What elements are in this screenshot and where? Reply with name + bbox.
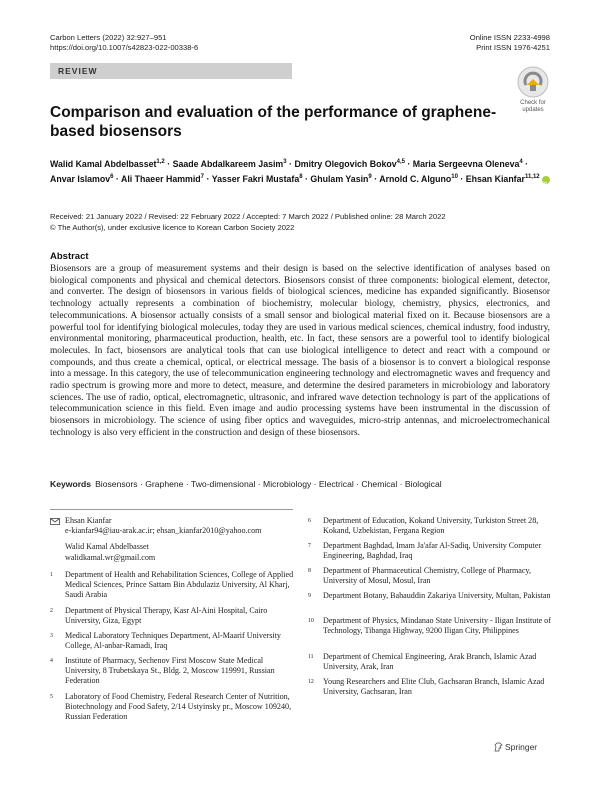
author-name: Dmitry Olegovich Bokov <box>294 158 397 169</box>
corresponding-author-name: Ehsan Kianfar <box>65 516 112 525</box>
footnote-divider <box>50 509 293 510</box>
author-separator: · <box>286 158 295 169</box>
author-list <box>50 156 555 187</box>
author[interactable] <box>310 174 371 184</box>
author[interactable] <box>50 159 165 169</box>
author[interactable] <box>294 159 405 169</box>
author-name: Ehsan Kianfar <box>465 174 525 185</box>
running-header-left <box>50 33 198 53</box>
envelope-icon <box>50 518 60 525</box>
author-affiliation-marker: 9 <box>368 174 372 181</box>
article-title: Comparison and evaluation of the performance of graphene-based biosensors <box>50 104 497 140</box>
publisher-logo-text: Springer <box>505 742 538 752</box>
author-affiliation-marker: 4,5 <box>396 159 405 165</box>
copyright-line: © The Author(s), under exclusive licence to Korean Carbon Society 2022 <box>50 222 295 232</box>
author[interactable] <box>413 159 523 169</box>
author[interactable] <box>379 174 458 184</box>
print-issn: Print ISSN 1976-4251 <box>476 43 550 52</box>
author-name: Ali Thaeer Hammid <box>120 174 201 185</box>
corresponding-author-email[interactable]: e-kianfar94@iau-arak.ac.ir; ehsan_kianfar2010@yahoo.com <box>65 526 262 536</box>
article-type-bar <box>50 63 292 79</box>
author-name: Arnold C. Alguno <box>379 174 452 185</box>
author-affiliation-marker: 10 <box>451 174 458 181</box>
springer-horse-icon <box>494 742 503 752</box>
doi-link[interactable]: https://doi.org/10.1007/s42823-022-00338-6 <box>50 43 199 52</box>
author[interactable] <box>173 159 287 169</box>
author-name: Yasser Fakri Mustafa <box>211 174 300 185</box>
author-name: Anvar Islamov <box>50 174 111 185</box>
author-affiliation-marker: 11,12 <box>524 174 540 181</box>
date-history: Received: 21 January 2022 / Revised: 22 February 2022 / Accepted: 7 March 2022 / Published online: 28 March 2022 <box>50 212 446 221</box>
keywords <box>50 479 555 489</box>
author-affiliation-marker: 7 <box>200 174 205 181</box>
author[interactable] <box>121 174 204 184</box>
online-issn: Online ISSN 2233-4998 <box>469 33 550 42</box>
check-for-updates-label[interactable]: Check for updates <box>520 100 546 113</box>
author-separator: · <box>302 174 311 185</box>
corresponding-author-email[interactable]: walidkamal.wr@gmail.com <box>65 552 156 562</box>
author-affiliation-marker: 6 <box>110 174 114 181</box>
author-separator: · <box>457 174 466 185</box>
author[interactable] <box>466 174 550 184</box>
author-affiliation-marker: 8 <box>299 174 303 181</box>
author[interactable] <box>50 174 113 184</box>
author-affiliation-marker: 3 <box>283 159 287 165</box>
orcid-icon[interactable] <box>542 176 550 184</box>
check-for-updates-icon[interactable] <box>516 65 550 99</box>
keywords-list: Biosensors · Graphene · Two-dimensional · Microbiology · Electrical · Chemical · Biological <box>95 479 442 489</box>
author-name: Maria Sergeevna Oleneva <box>412 158 520 169</box>
author-separator: · <box>164 158 173 169</box>
author-affiliation-marker: 1,2 <box>156 159 165 165</box>
abstract-heading: Abstract <box>50 251 89 262</box>
author-separator: · <box>404 158 413 169</box>
keywords-label: Keywords <box>50 479 92 489</box>
abstract-body: Biosensors are a group of measurement systems and their design is based on the selective identification of analyses based on biological components and physical and chemical detectors. Biosensors consist of three components: biological element, detector, and converter. The design of biosensors in various fields of biological sciences, medicine has expanded significantly. Biosensor technology actually represents a combination of biochemistry, molecular biology, chemistry, physics, electronics, and telecommunications. A biosensor actually consists of a small sensor and biological material fixed on it. Because biosensors are a powerful tool for identifying biological molecules, today they are used in various medical sciences, chemical industry, food industry, environmental monitoring, pharmaceutical production, health, etc. In fact, these sensors are a powerful tool to identify biological molecules. In fact, biosensors are analytical tools that can use biological intelligence to detect and react with a compound or compounds, and thus create a chemical, optical, or electrical message. The basis of a biosensor is to convert a biological response into a message. In this category, the use of telecommunication engineering technology and electromagnetic waves and frequency and radio spectrum is growing more and more to detect, measure, and determine the desired parameters in microbiology and laboratory sciences. The use of radio, optical, electromagnetic, ultrasonic, and infrared wave detection technology is part of the applications of telecommunication science in this field. Even image and audio processing systems have been instrumental in the discussion of biosensors in microbiology. The science of using fiber optics and waveguides, micro-strip antennas, and microelectromechanical technology is also very efficient in the construction and design of these biosensors. <box>50 264 550 438</box>
author-separator: · <box>113 174 121 185</box>
article-type-label: REVIEW <box>58 66 98 76</box>
journal-citation: Carbon Letters (2022) 32:927–951 <box>50 33 167 42</box>
author[interactable] <box>212 174 303 184</box>
author-separator: · <box>371 174 380 185</box>
running-header-right <box>470 33 550 53</box>
author-name: Ghulam Yasin <box>310 174 369 185</box>
author-separator: · <box>522 158 529 169</box>
corresponding-author-name: Walid Kamal Abdelbasset <box>65 542 149 552</box>
author-separator: · <box>204 174 212 185</box>
author-name: Saade Abdalkareem Jasim <box>172 158 284 169</box>
author-name: Walid Kamal Abdelbasset <box>50 158 157 169</box>
correspondence-block <box>65 516 300 563</box>
author-affiliation-marker: 4 <box>519 159 523 165</box>
publication-dates <box>50 212 446 233</box>
